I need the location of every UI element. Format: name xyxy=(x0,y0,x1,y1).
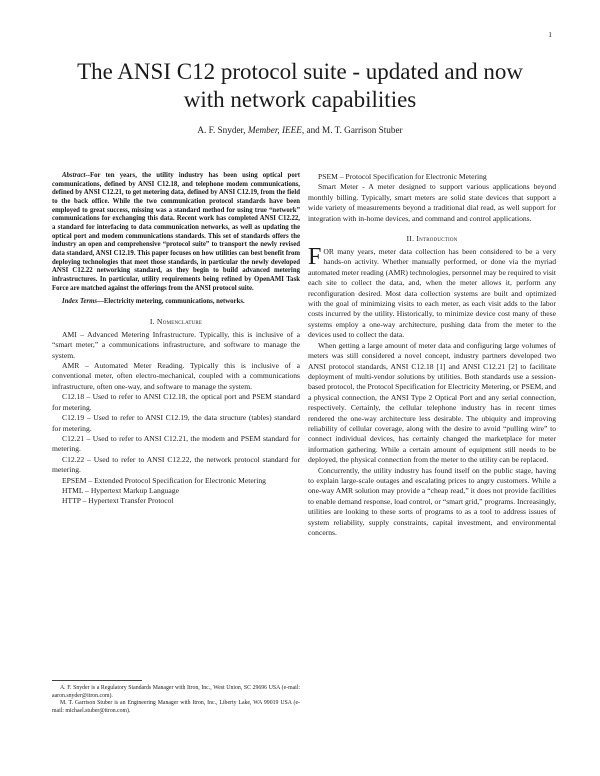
abstract xyxy=(52,172,300,293)
section-number: II. xyxy=(406,234,417,244)
index-terms-text: —Electricity metering, communications, networks. xyxy=(97,298,245,306)
nomenclature-entry: C12.21 – Used to refer to ANSI C12.21, the modem and PSEM standard for metering. xyxy=(52,433,300,454)
author-joiner: , and M. T. Garrison Stuber xyxy=(301,125,403,135)
intro-paragraph: Concurrently, the utility industry has found itself on the public stage, having to explain large-scale outages and escalating prices to angry customers. While a one-way AMR solution may provide a “cheap read,” it does not provide facilities to enable demand response, load control, or “smart grid,” programs. Increasingly, utilities are looking to these sorts of programs to as a tool to address issues of system reliability, supply constraints, capital investment, and environmental concerns. xyxy=(308,465,556,537)
intro-paragraph-text: OR many years, meter data collection has been considered to be a very hands-on activity. Whether manually performed, or done via the myriad automated meter reading (AMR) technologies, personnel may be required to visit each site to collect the data, and, when the meter allows it, perform any reconfiguration desired. Most data collection systems are built and optimized with the goal of minimizing visits to each meter, as each visit adds to the labor costs incurred by the utility. Historically, to minimize device cost many of these systems employ a one-way architecture, pushing data from the meter to the devices used to collect the data. xyxy=(308,247,556,340)
title-line-2: with network capabilities xyxy=(183,87,417,112)
footnotes xyxy=(52,680,300,715)
nomenclature-entry: C12.19 – Used to refer to ANSI C12.19, the data structure (tables) standard for metering. xyxy=(52,413,300,433)
index-terms xyxy=(52,298,300,307)
nomenclature-entry: PSEM – Protocol Specification for Electronic Metering xyxy=(318,172,487,181)
left-column xyxy=(52,172,300,507)
section-heading-introduction xyxy=(308,234,556,243)
nomenclature-entry: HTTP – Hypertext Transfer Protocol xyxy=(62,496,174,506)
author-1-role: Member, IEEE xyxy=(247,125,302,135)
intro-paragraph xyxy=(308,244,556,341)
footnote: A. F. Snyder is a Regulatory Standards Manager with Itron, Inc., West Union, SC 29696 USA (e-mail: aaron.snyder@itron.com). xyxy=(52,685,300,699)
section-title: Introduction xyxy=(416,234,458,244)
nomenclature-entry: C12.22 – Used to refer to ANSI C12.22, the network protocol standard for metering. xyxy=(52,454,300,475)
index-terms-lead: Index Terms xyxy=(62,298,98,306)
abstract-text: --For ten years, the utility industry has been using optical port communications, defined by ANSI C12.18, and telephone modem communications, defined by ANSI C12.21, to get metering data, defined by ANSI C12.19, from the field to the back office. While the two communication protocol standards have been employed to great success, missing was a standard method for using true “network” communications for exchanging this data. Recent work has completed ANSI C12.22, a standard for interfacing to data communication networks, as well as updating the optical port and modem communications standards. This set of standards offers the industry an open and comprehensive “protocol suite” to transport the newly revised data standard, ANSI C12.19. This paper focuses on how utilities can best benefit from deploying technologies that meet those standards, in particular the newly developed ANSI C12.22 networking standard, as they begin to build advanced metering infrastructures. In particular, utility requirements being refined by OpenAMI Task Force are matched against the offerings from the ANSI protocol suite. xyxy=(52,172,300,292)
nomenclature-entry: Smart Meter - A meter designed to support various applications beyond monthly billing. Typically, smart meters are solid state devices that support a wide variety of measurements beyond a traditional dial read, as well support for integration with in-home devices, and command and control applications. xyxy=(308,182,556,223)
nomenclature-entry: AMR – Automated Meter Reading. Typically this is inclusive of a conventional meter, often electro-mechanical, coupled with a communications infrastructure, often one-way, and software to manage the system. xyxy=(52,361,300,391)
footnote-rule xyxy=(52,680,142,681)
nomenclature-entry: C12.18 – Used to refer to ANSI C12.18, the optical port and PSEM standard for metering. xyxy=(52,392,300,412)
page-number: 1 xyxy=(548,30,552,39)
drop-cap: F xyxy=(308,244,322,271)
author-line xyxy=(40,125,560,135)
section-title: Nomenclature xyxy=(156,316,203,326)
nomenclature-entry: EPSEM – Extended Protocol Specification for Electronic Metering xyxy=(62,475,266,485)
section-number: I. xyxy=(149,316,157,326)
abstract-lead: Abstract xyxy=(62,172,86,179)
footnote: M. T. Garrison Stuber is an Engineering Manager with Itron, Inc., Liberty Lake, WA 99019 USA (e-mail: michael.stuber@itron.com). xyxy=(52,700,300,714)
section-heading-nomenclature xyxy=(52,317,300,326)
paper-title xyxy=(40,58,560,114)
author-1: A. F. Snyder, xyxy=(197,125,248,135)
intro-paragraph: When getting a large amount of meter data and configuring large volumes of meters was still considered a novel concept, industry partners developed two ANSI protocol standards, ANSI C12.18 [1] and ANSI C12.21 [2] to facilitate deployment of multi-vendor solutions by utilities. Both standards use a session-based protocol, the Protocol Specification for Electricity Metering, or PSEM, and a physical connection, the ANSI Type 2 Optical Port and any serial connection, respectively. Certainly, the cellular telephone industry has in recent times rendered the one-way architecture less desirable. The ubiquity and improving reliability of cellular coverage, along with the desire to avoid “pulling wire” to connect individual devices, has certainly changed the marketplace for meter information gathering. While a certain amount of equipment still needs to be deployed, the physical connection from the meter to the utility can be replaced. xyxy=(308,340,556,465)
nomenclature-entry: HTML – Hypertext Markup Language xyxy=(62,485,179,495)
title-line-1: The ANSI C12 protocol suite - updated and now xyxy=(77,59,523,84)
right-column xyxy=(308,172,556,538)
nomenclature-entry: AMI – Advanced Metering Infrastructure. Typically, this is inclusive of a “smart meter,” a communications infrastructure, and software to manage the system. xyxy=(52,329,300,360)
